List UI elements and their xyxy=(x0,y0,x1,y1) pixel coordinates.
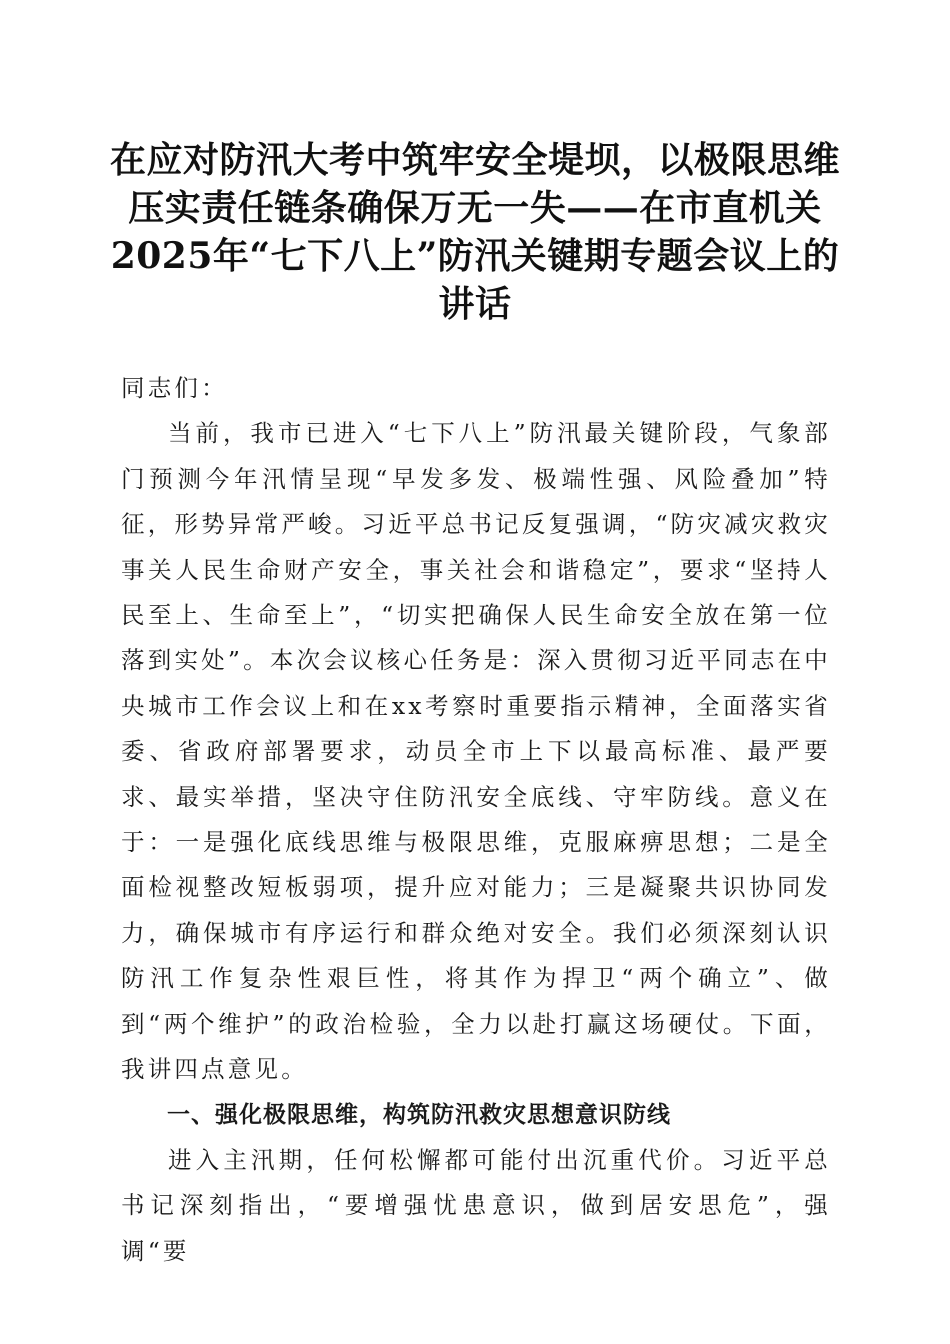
section-heading: 一、强化极限思维，构筑防汛救灾思想意识防线 xyxy=(167,1101,671,1128)
section-paragraph: 进入主汛期，任何松懈都可能付出沉重代价。习近平总书记深刻指出，“要增强忧患意识，做到居安思危”，强调“要 xyxy=(121,1145,831,1265)
document-title: 在应对防汛大考中筑牢安全堤坝，以极限思维压实责任链条确保万无一失——在市直机关2025年“七下八上”防汛关键期专题会议上的讲话 xyxy=(109,139,840,325)
document-body xyxy=(121,366,831,1274)
intro-paragraph: 当前，我市已进入“七下八上”防汛最关键阶段，气象部门预测今年汛情呈现“早发多发、极端性强、风险叠加”特征，形势异常严峻。习近平总书记反复强调，“防灾减灾救灾事关人民生命财产安全，事关社会和谐稳定”，要求“坚持人民至上、生命至上”，“切实把确保人民生命安全放在第一位落到实处”。本次会议核心任务是：深入贯彻习近平同志在中央城市工作会议上和在xx考察时重要指示精神，全面落实省委、省政府部署要求，动员全市上下以最高标准、最严要求、最实举措，坚决守住防汛安全底线、守牢防线。意义在于：一是强化底线思维与极限思维，克服麻痹思想；二是全面检视整改短板弱项，提升应对能力；三是凝聚共识协同发力，确保城市有序运行和群众绝对安全。我们必须深刻认识防汛工作复杂性艰巨性，将其作为捍卫“两个确立”、做到“两个维护”的政治检验，全力以赴打赢这场硬仗。下面，我讲四点意见。 xyxy=(121,419,831,1084)
salutation: 同志们： xyxy=(121,374,228,402)
